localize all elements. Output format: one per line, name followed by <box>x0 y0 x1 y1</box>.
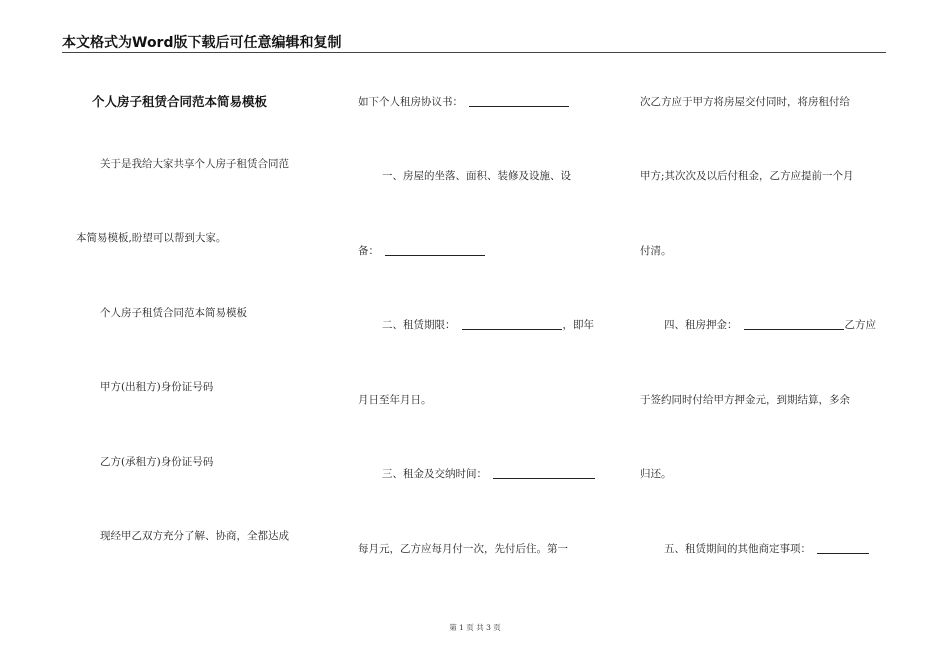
document-header: 本文格式为Word版下载后可任意编辑和复制 <box>62 35 342 51</box>
header-divider <box>62 52 886 53</box>
section-1-heading: 一、房屋的坐落、面积、装修及设施、设 <box>382 170 571 182</box>
paragraph-line: 归还。 <box>640 468 672 480</box>
paragraph-line: 本简易模板,盼望可以帮到大家。 <box>76 232 227 244</box>
paragraph-line: 次乙方应于甲方将房屋交付同时，将房租付给 <box>640 96 850 108</box>
paragraph-line: 于签约同时付给甲方押金元，到期结算，多余 <box>640 394 850 406</box>
lease-term-label: 二、租赁期限： <box>382 319 456 331</box>
section-3-heading <box>382 466 595 481</box>
lease-term-suffix: ，即年 <box>562 319 594 331</box>
section-4-heading <box>664 317 876 332</box>
agreement-intro: 如下个人租房协议书： <box>358 96 463 108</box>
blank-field <box>493 468 595 479</box>
blank-field <box>817 543 869 554</box>
page-number: 第 1 页 共 3 页 <box>449 623 501 632</box>
equipment-label: 备： <box>358 245 379 257</box>
blank-field <box>744 319 844 330</box>
other-terms-label: 五、租赁期间的其他商定事项： <box>664 543 811 555</box>
blank-field <box>462 319 562 330</box>
party-a-line: 甲方(出租方)身份证号码 <box>100 381 214 393</box>
paragraph-line: 月日至年月日。 <box>358 394 432 406</box>
paragraph-line <box>358 243 485 258</box>
paragraph-line: 关于是我给大家共享个人房子租赁合同范 <box>100 158 289 170</box>
paragraph-line: 现经甲乙双方充分了解、协商，全都达成 <box>100 530 289 542</box>
blank-field <box>469 96 569 107</box>
paragraph-line: 个人房子租赁合同范本简易模板 <box>100 307 247 319</box>
section-5-heading <box>664 541 869 556</box>
section-2-heading <box>382 317 594 332</box>
deposit-label: 四、租房押金： <box>664 319 738 331</box>
blank-field <box>385 245 485 256</box>
party-b-line: 乙方(承租方)身份证号码 <box>100 456 214 468</box>
rent-label: 三、租金及交纳时间： <box>382 468 487 480</box>
paragraph-line: 甲方;其次次及以后付租金，乙方应提前一个月 <box>640 170 854 182</box>
deposit-suffix: 乙方应 <box>844 319 876 331</box>
paragraph-line: 每月元，乙方应每月付一次，先付后住。第一 <box>358 543 568 555</box>
paragraph-line: 付清。 <box>640 245 672 257</box>
document-title: 个人房子租赁合同范本简易模板 <box>92 94 268 109</box>
paragraph-line <box>358 94 569 109</box>
